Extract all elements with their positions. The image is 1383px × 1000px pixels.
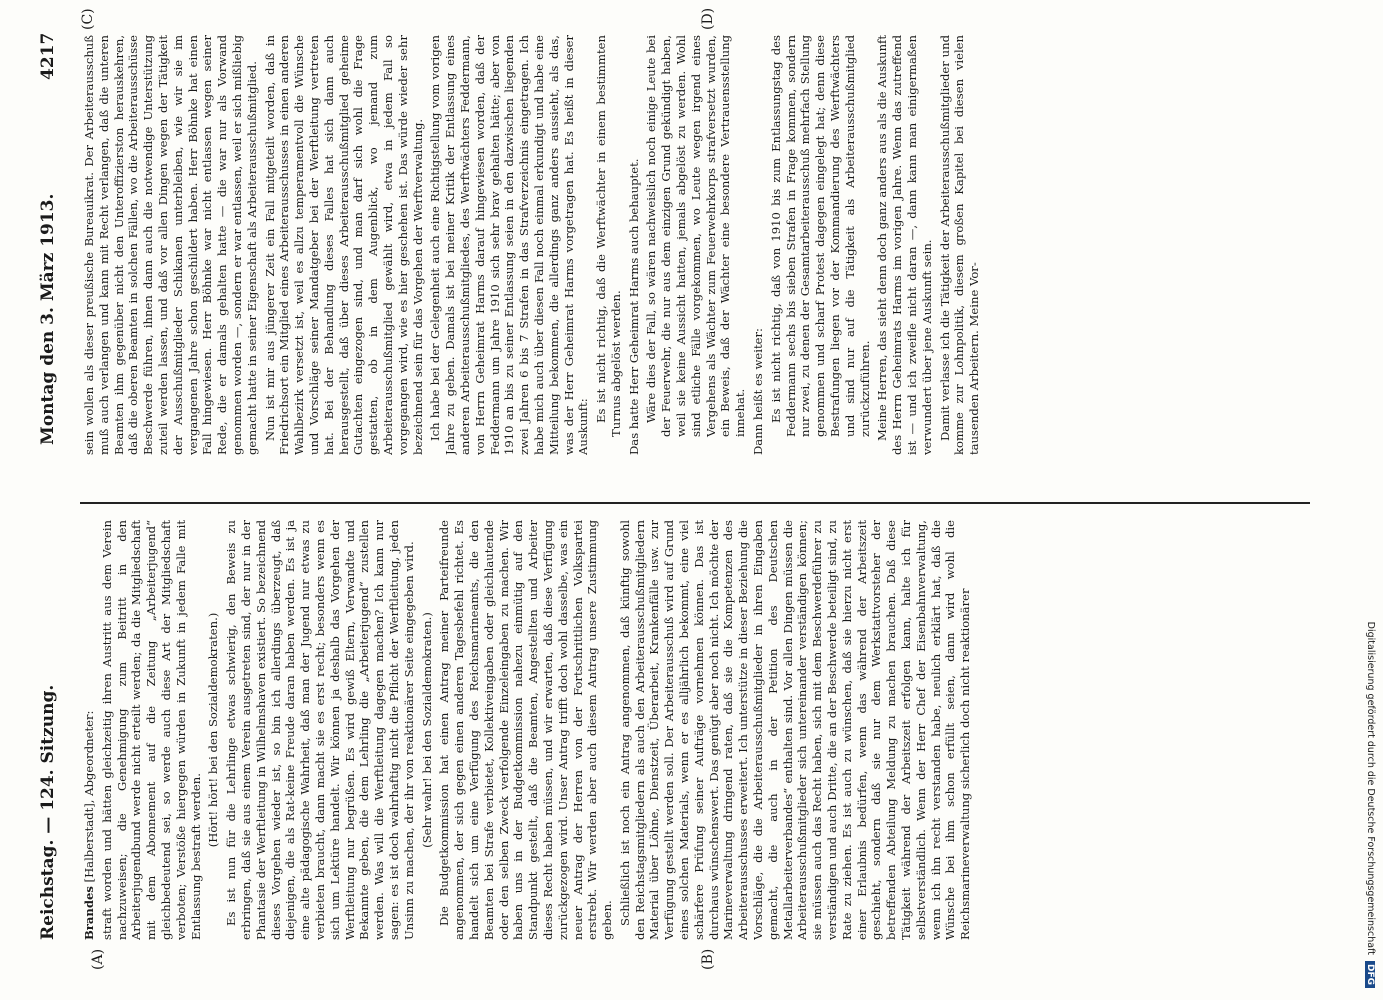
paragraph-text: sein wollen als dieser preußische Bureauikrat. Der Arbeiterausschuß muß auch verlangen und kann mit Recht verlangen, daß die unteren Beamten ihm gegenüber nicht den Unteroffizierston herauskehren, daß die oberen Beamten in solchen Fällen, wo die Arbeiterausschüsse Beschwerde führen, ihnen dann auch die notwendige Unterstützung zuteil werden lassen, und daß vor allen Dingen wegen der Tätigkeit der Ausschußmitglieder Schikanen unterbleiben, wie wir sie im vergangenen Jahre schon geschildert haben. Herr Böhnke hat einen Fall hingewiesen. Herr Böhnke war nicht entlassen wegen seiner Rede, die er damals gehalten hatte — die war nur als Vorwand genommen worden —, sondern er war entlassen, weil er sich mißliebig gemacht hatte in seiner Eigenschaft als Arbeiterausschußmitglied. [82,35,259,455]
paragraph-text: (Sehr wahr! bei den Sozialdemokraten.) [419,612,434,848]
page-number: 4217 [38,32,58,80]
paragraph [627,35,642,455]
paragraph-text: Damit verlasse ich die Tätigkeit der Arbeiterausschußmitglieder und komme zur Lohnpolitik, diesem großen Kapitel bei diesen vielen tausenden Arbeitern. Meine Vor- [937,35,982,455]
paragraph [938,35,982,455]
paragraph-text: Die Budgetkommission hat einen Antrag meiner Parteifreunde angenommen, der sich gegen einen anderen Tagesbefehl richtet. Es handelt sich um eine Verfügung des Reichsmarineamts, die den Beamten bei Strafe verbietet, Kollektiveingaben oder gleichlautende oder den selben Zweck verfolgende Einzeleingaben zu machen. Wir haben uns in der Budgetkommission nahezu einmütig auf den Standpunkt gestellt, daß die Beamten, Angestellten und Arbeiter dieses Recht haben müssen, und wir erwarten, daß diese Verfügung zurückgezogen wird. Unser Antrag trifft doch wohl dasselbe, was ein neuer Antrag der Herren von der Fortschrittlichen Volkspartei erstrebt. Wir werden aber auch diesem Antrag unsere Zustimmung geben. [437,520,615,940]
paragraph [82,520,97,940]
credit-text: Digitalisierung gefördert durch die Deutsche Forschungsgemeinschaft [1365,621,1376,955]
paragraph-text: Es ist nun für die Lehrlinge etwas schwierig, den Beweis zu erbringen, daß sie aus einem Verein ausgetreten sind, der nur in der Phantasie der Werftleitung in Wilhelmshaven existiert. So bezeichnend dieses Vorgehen wieder ist, so bin ich allerdings überzeugt, daß diejenigen, die als Rat-keine Freude daran haben werden. Es ist ja eine alte pädagogische Wahrheit, daß man der Jugend nur etwas zu verbieten braucht, dann macht sie es erst recht; besonders wenn es sich um Lektüre handelt. Wir können ja deshalb das Vorgehen der Werftleitung nur begrüßen. Es wird gewiß Eltern, Verwandte und Bekannte geben, die dem Lehrling die „Arbeiterjugend“ zustellen werden. Was will die Werftleitung dagegen machen? Ich kann nur sagen: es ist doch wahrhaftig nicht die Pflicht der Werftleitung, jeden Unsinn zu machen, der ihr von reaktionärer Seite eingegeben wird. [224,520,416,940]
digitization-credit [1360,8,1376,988]
paragraph-text: (Hört! hört! bei den Sozialdemokraten.) [206,612,221,848]
dfg-logo: DFG [1365,961,1375,988]
paragraph-text: Ich habe bei der Gelegenheit auch eine Richtigstellung vom vorigen Jahre zu geben. Damals ist bei meiner Kritik der Entlassung eines anderen Arbeiterausschußmitgliedes, des Werftwächters Feddermann, von Herrn Geheimrat Harms darauf hingewiesen worden, daß der Feddermann um Jahre 1910 sich sehr brav gehalten hätte; aber von 1910 an bis zu seiner Entlassung seien in den dazwischen liegenden zwei Jahren 6 bis 7 Strafen in das Strafverzeichnis eingetragen. Ich habe mich auch über diesen Fall noch einmal erkundigt und habe eine Mitteilung bekommen, die allerdings ganz anders aussieht, als das, was der Herr Geheimrat Harms vorgetragen hat. Es heißt in dieser Auskunft: [428,35,591,455]
left-column [82,520,1302,940]
paragraph [594,35,624,437]
paragraph-text: Meine Herren, das sieht denn doch ganz anders aus als die Auskunft des Herrn Geheimrats Harms im vorigen Jahre. Wenn das zutreffend ist — und ich zweifle nicht daran —, dann kann man einigermaßen verwundert über jene Auskunft sein. [875,35,934,455]
page-header-left: Reichstag. — 124. Sitzung. [38,684,58,940]
paragraph-text: Es ist nicht richtig, daß die Werftwächter in einem bestimmten Turnus abgelöst werden. [594,35,623,437]
speaker-name: Brandes [82,886,96,940]
paragraph-text: [Halberstadt], Abgeordneter: [82,710,96,883]
paragraph-text: Nun ist mir aus jüngerer Zeit ein Fall mitgeteilt worden, daß in Friedrichsort ein Mitglied eines Arbeiterausschusses in einen anderen Wahlbezirk versetzt ist, weil es allzu temperamentvoll die Wünsche und Vorschläge seiner Mandatgeber bei der Werftleitung vertreten hat. Bei der Behandlung dieses Falles hat sich dann auch herausgestellt, daß über dieses Arbeiterausschußmitglied geheime Gutachten eingezogen sind, und man darf sich wohl die Frage gestatten, ob in dem Augenblick, wo jemand zum Arbeiterausschußmitglied gewählt wird, etwa in jedem Fall so vorgegangen wird, wie es hier geschehen ist. Das würde wieder sehr bezeichnend sein für das Vorgehen der Werftverwaltung. [262,35,425,455]
paragraph [875,35,934,455]
paragraph [644,35,748,437]
paragraph [428,35,591,455]
paragraph [100,520,204,940]
paragraph [206,520,221,940]
paragraph [437,520,615,940]
paragraph [618,520,973,940]
paragraph-text: Das hatte Herr Geheimrat Harms auch behauptet. [626,158,641,455]
paragraph-text: Wäre dies der Fall, so wären nachweislich noch einige Leute bei der Feuerwehr, die nur aus dem einzigen Grund gekündigt haben, weil sie keine Aussicht hatten, jemals abgelöst zu werden. Wohl sind etliche Fälle vorgekommen, wo Leute wegen irgend eines Vergehens als Wächter zum Feuerwehrkorps strafversetzt wurden, ein Beweis, daß der Wächter eine besondere Vertrauensstellung innehat. [644,35,748,437]
page-header-date: Montag den 3. März 1913. [38,193,58,445]
margin-mark-a: (A) [90,948,106,970]
paragraph [224,520,416,940]
paragraph [420,520,435,940]
paragraph-text: Es ist nicht richtig, daß von 1910 bis zum Entlassungstag des Feddermann sechs bis sieben Strafen in Frage kommen, sondern nur zwei, zu denen der Gesamtarbeiterausschuß mehrfach Stellung genommen und scharf Protest dagegen eingelegt hat; denn diese Bestrafungen liegen vor der Kommandierung des Werftwächters und sind nur auf die Tätigkeit als Arbeiterausschußmitglied zurückzuführen. [768,35,872,437]
paragraph [751,35,766,455]
paragraph [82,35,260,455]
paragraph [263,35,426,455]
column-divider [80,502,1310,504]
paragraph [769,35,873,437]
paragraph-text: Schließlich ist noch ein Antrag angenommen, daß künftig sowohl den Reichstagsmitgliedern als auch den Arbeiterausschußmitgliedern Material über Löhne, Dienstzeit, Überarbeit, Krankenfälle usw. zur Verfügung gestellt werden soll. Der Arbeiterausschuß wird auf Grund eines solchen Materials, wenn er es alljährlich bekommt, eine viel schärfere Prüfung seiner Aufträge vornehmen können. Das ist durchaus wünschenswert. Das genügt aber noch nicht. Ich möchte der Marineverwaltung dringend raten, daß sie die Kompetenzen des Arbeiterausschusses erweitert. Ich unterstütze in dieser Beziehung die Vorschläge, die die Arbeiterausschußmitglieder in ihren Eingaben gemacht, die auch in der Petition des Deutschen Metallarbeiterverbandes“ enthalten sind. Vor allen Dingen müssen die Arbeiterausschußmitglieder sich untereinander verständigen können; sie müssen auch das Recht haben, sich mit dem Beschwerdeführer zu verständigen und auch Dritte, die an der Beschwerde beteiligt sind, zu Rate zu ziehen. Es ist auch zu wünschen, daß sie hierzu nicht erst einer Erlaubnis bedürfen, wenn das während der Arbeitszeit geschieht, sondern daß sie nur dem Werkstattvorsteher der betreffenden Abteilung Meldung zu machen brauchen. Daß diese Tätigkeit während der Arbeitszeit erfolgen kann, halte ich für selbstverständlich. Wenn der Herr Chef der Eisenbahnverwaltung, wenn ich ihn recht verstanden habe, neulich erklärt hat, daß die Wünsche bei ihm schon erfüllt seien, dann wird wohl die Reichsmarineverwaltung sicherlich doch nicht reaktionärer [617,520,973,940]
margin-mark-c: (C) [80,8,96,30]
margin-mark-b: (B) [700,948,716,970]
paragraph-text: straft worden und hätten gleichzeitig ihren Austritt aus dem Verein nachzuweisen; die Genehmigung zum Beitritt in den Arbeiterjugendbund werde nicht erteilt werden; da die Mitgliedschaft mit dem Abonnement auf die Zeitung „Arbeiterjugend“ gleichbedeutend sei, so werde auch diese Art der Mitgliedschaft verboten; Verstöße hiergegen würden in Zukunft in jedem Falle mit Entlassung bestraft werden. [99,520,203,940]
paragraph-text: Dann heißt es weiter: [751,328,766,455]
right-column [82,35,1302,455]
margin-mark-d: (D) [700,7,716,30]
